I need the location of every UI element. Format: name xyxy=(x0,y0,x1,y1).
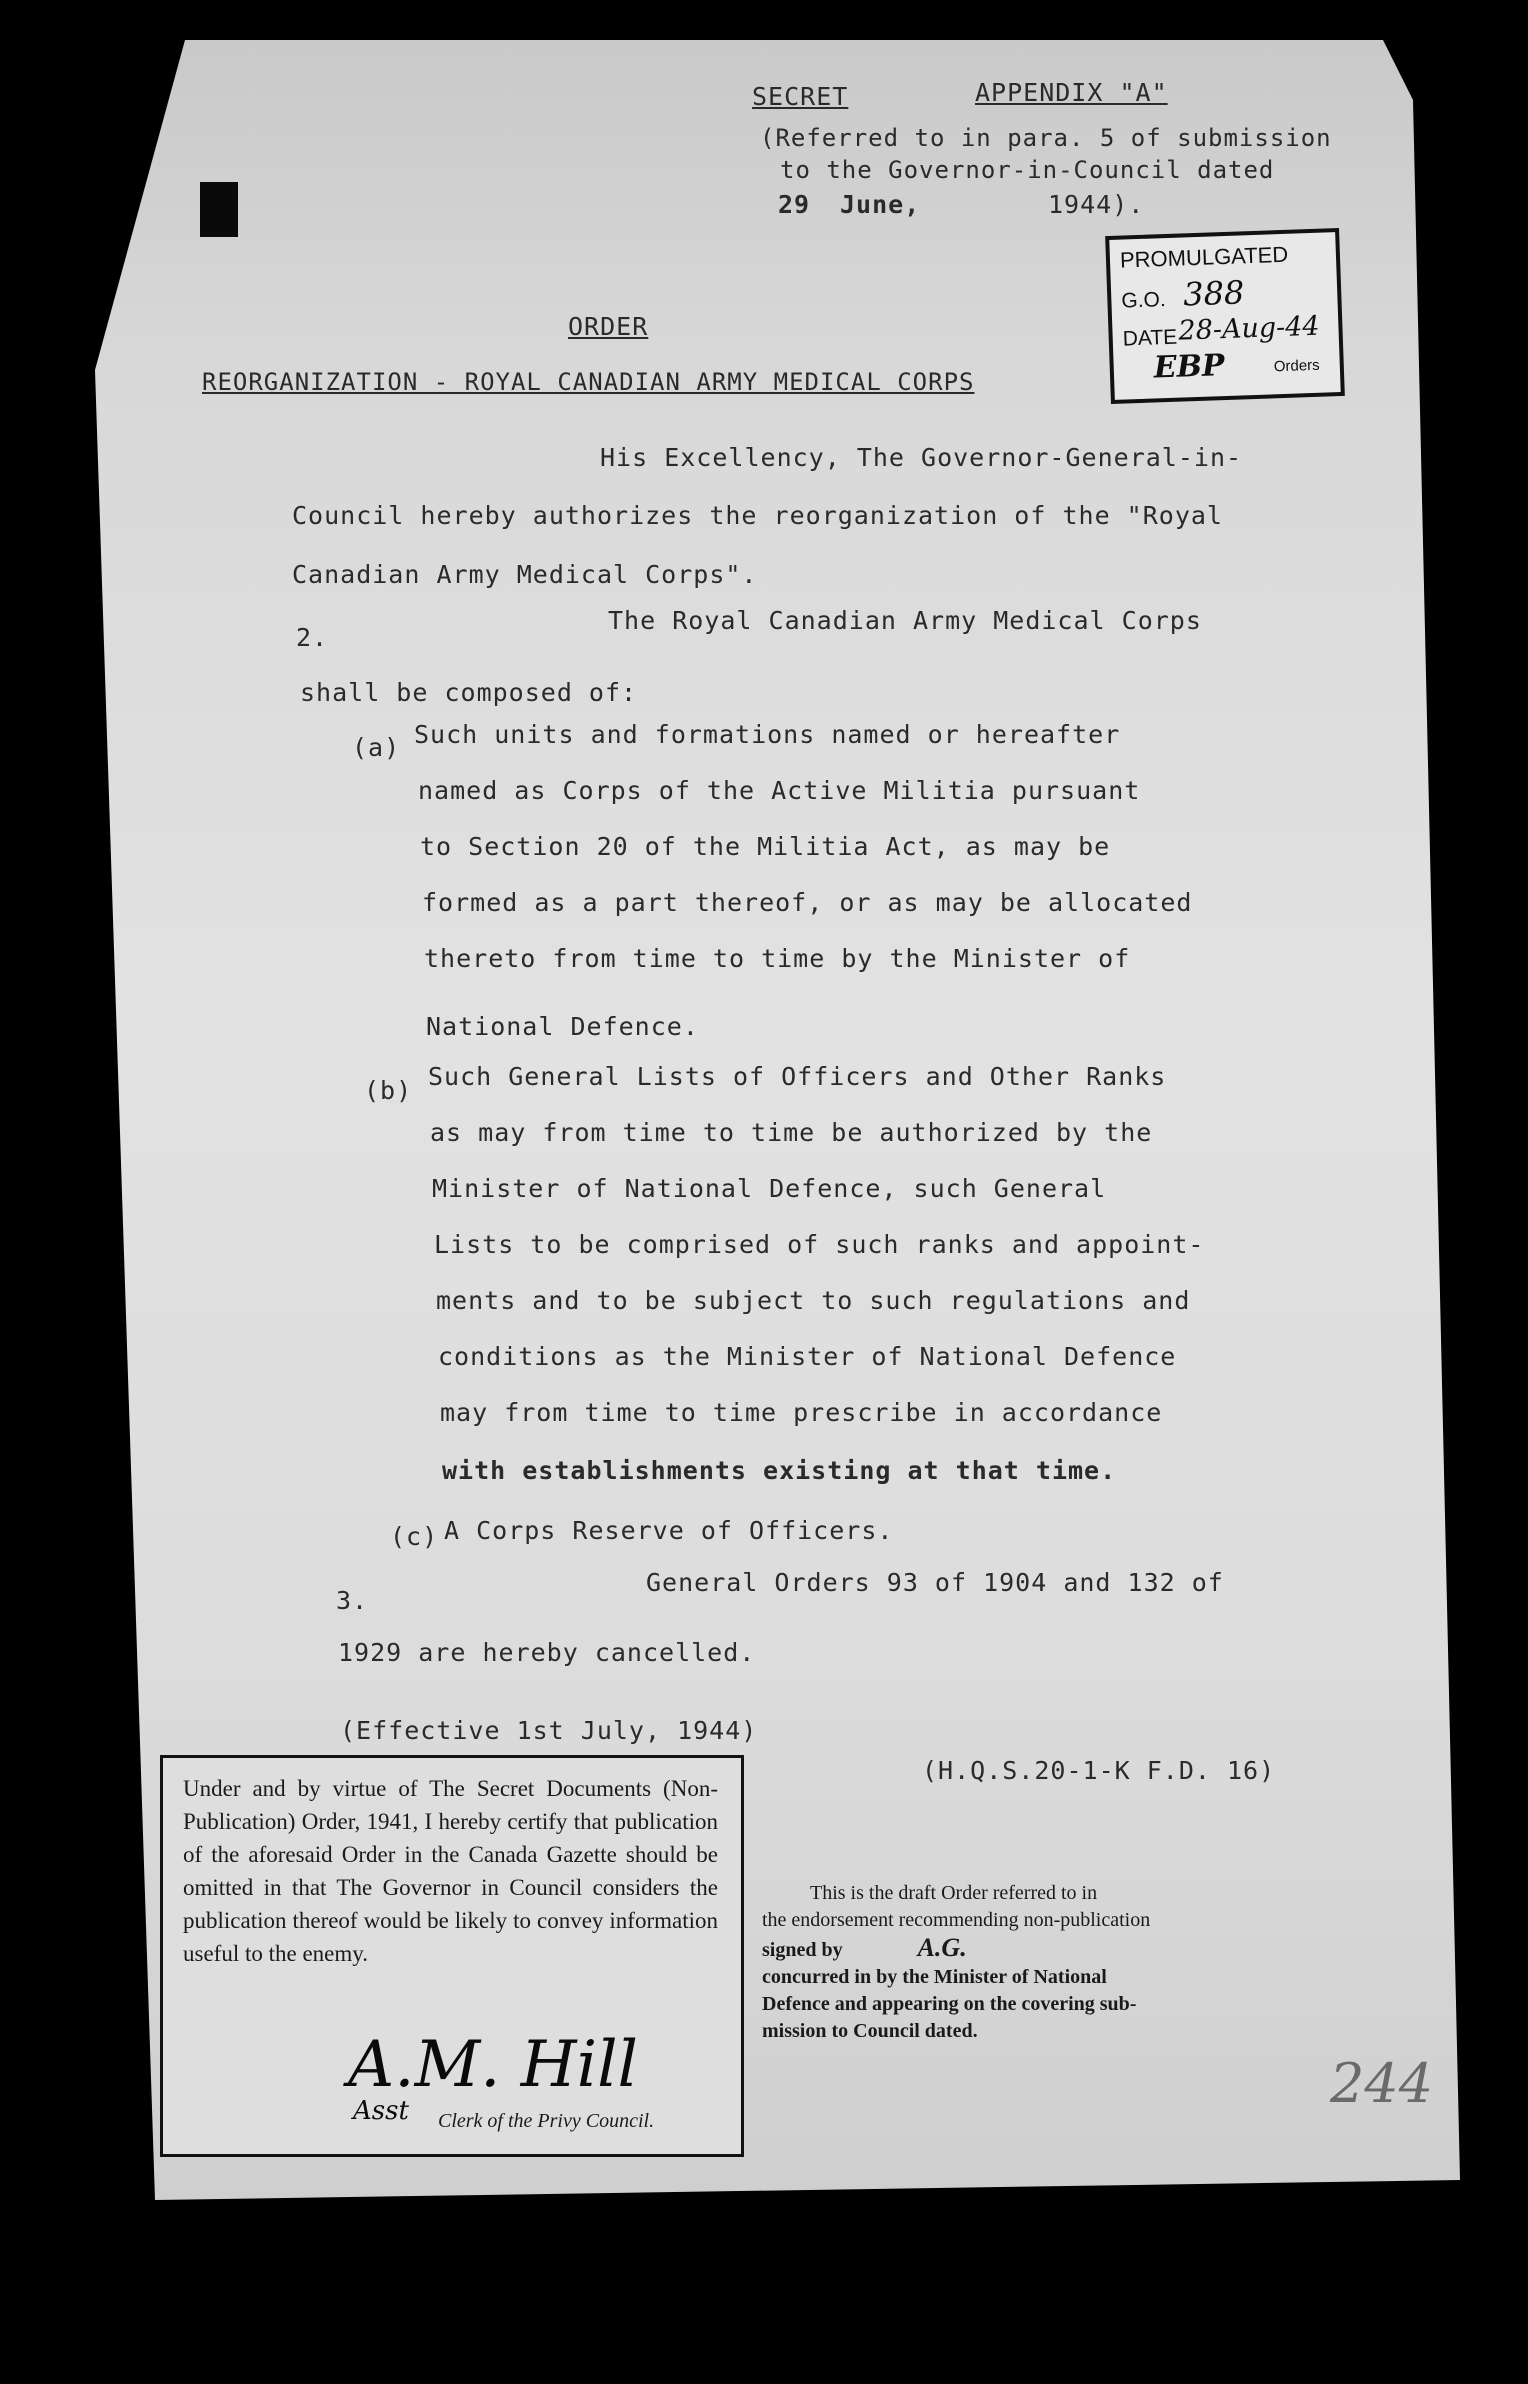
endorsement-note xyxy=(762,1880,1282,2045)
item-a-line-6: National Defence. xyxy=(426,1012,699,1041)
order-subject: REORGANIZATION - ROYAL CANADIAN ARMY MEDICAL CORPS xyxy=(202,368,975,396)
p3-number: 3. xyxy=(336,1586,369,1615)
item-c-line-1: A Corps Reserve of Officers. xyxy=(444,1516,894,1545)
item-b-line-8: with establishments existing at that time. xyxy=(442,1456,1117,1485)
order-title: ORDER xyxy=(568,312,649,341)
p3-line-1: General Orders 93 of 1904 and 132 of xyxy=(646,1568,1224,1597)
endorsement-line-1: This is the draft Order referred to in xyxy=(810,1882,1098,1904)
endorsement-line-6: mission to Council dated. xyxy=(762,2020,978,2042)
item-b-line-7: may from time to time prescribe in accordance xyxy=(440,1398,1163,1427)
item-c-label: (c) xyxy=(390,1522,439,1551)
stamp-initials: EBP xyxy=(1153,348,1226,386)
referred-line-1: (Referred to in para. 5 of submission xyxy=(760,124,1332,152)
non-publication-certificate xyxy=(160,1755,744,2157)
stamp-title: PROMULGATED xyxy=(1119,241,1289,273)
signature-prefix: Asst xyxy=(353,2096,409,2126)
item-b-line-1: Such General Lists of Officers and Other Ranks xyxy=(428,1062,1167,1091)
stamp-orders-label: Orders xyxy=(1273,356,1320,376)
file-reference: (H.Q.S.20-1-K F.D. 16) xyxy=(922,1756,1276,1785)
item-b-line-4: Lists to be comprised of such ranks and appoint- xyxy=(434,1230,1205,1259)
p2-number: 2. xyxy=(296,623,329,652)
clerk-signature: A.M. Hill xyxy=(348,2028,638,2102)
item-b-line-6: conditions as the Minister of National Defence xyxy=(438,1342,1177,1371)
endorsement-initials: A.G. xyxy=(917,1933,967,1962)
appendix-label: APPENDIX "A" xyxy=(975,78,1168,107)
stamp-date-label: DATE xyxy=(1122,325,1178,351)
effective-date: (Effective 1st July, 1944) xyxy=(340,1716,758,1745)
endorsement-line-5: Defence and appearing on the covering sub- xyxy=(762,1993,1137,2015)
stamp-go-number: 388 xyxy=(1182,273,1245,314)
p1-line-1: His Excellency, The Governor-General-in- xyxy=(600,443,1243,472)
secret-label: SECRET xyxy=(752,82,849,111)
endorsement-line-3 xyxy=(762,1934,1282,1964)
referred-day: 29 xyxy=(778,190,811,219)
referred-line-2: to the Governor-in-Council dated xyxy=(780,156,1275,184)
item-a-line-5: thereto from time to time by the Minister of xyxy=(424,944,1131,973)
clerk-title: Clerk of the Privy Council. xyxy=(438,2110,655,2132)
p3-line-2: 1929 are hereby cancelled. xyxy=(338,1638,756,1667)
item-a-line-2: named as Corps of the Active Militia pursuant xyxy=(418,776,1141,805)
p2-line-1: The Royal Canadian Army Medical Corps xyxy=(608,606,1202,635)
p1-line-2: Council hereby authorizes the reorganization of the "Royal xyxy=(292,501,1223,530)
item-a-line-1: Such units and formations named or hereafter xyxy=(414,720,1121,749)
item-b-line-3: Minister of National Defence, such General xyxy=(432,1174,1107,1203)
stamp-date-value: 28-Aug-44 xyxy=(1177,310,1321,347)
referred-year: 1944). xyxy=(1048,190,1145,219)
item-a-line-4: formed as a part thereof, or as may be allocated xyxy=(422,888,1193,917)
item-b-label: (b) xyxy=(364,1076,413,1105)
item-a-label: (a) xyxy=(352,733,401,762)
item-b-line-2: as may from time to time be authorized by the xyxy=(430,1118,1153,1147)
referred-month: June, xyxy=(840,190,921,219)
item-a-line-3: to Section 20 of the Militia Act, as may be xyxy=(420,832,1111,861)
p2-line-2: shall be composed of: xyxy=(300,678,638,707)
binder-hole xyxy=(200,182,238,237)
endorsement-line-4: concurred in by the Minister of National xyxy=(762,1966,1107,1988)
endorsement-line-2: the endorsement recommending non-publication xyxy=(762,1909,1151,1931)
p1-line-3: Canadian Army Medical Corps". xyxy=(292,560,758,589)
page-number: 244 xyxy=(1330,2052,1434,2115)
certificate-text: Under and by virtue of The Secret Documents (Non-Publication) Order, 1941, I hereby certify that publication of the aforesaid Order in the Canada Gazette should be omitted in that The Governor in Council considers the publication thereof would be likely to convey information useful to the enemy. xyxy=(183,1776,718,1966)
promulgated-stamp xyxy=(1105,228,1345,404)
endorsement-signed-label: signed by xyxy=(762,1939,843,1961)
stamp-go-label: G.O. xyxy=(1121,288,1167,313)
item-b-line-5: ments and to be subject to such regulations and xyxy=(436,1286,1191,1315)
